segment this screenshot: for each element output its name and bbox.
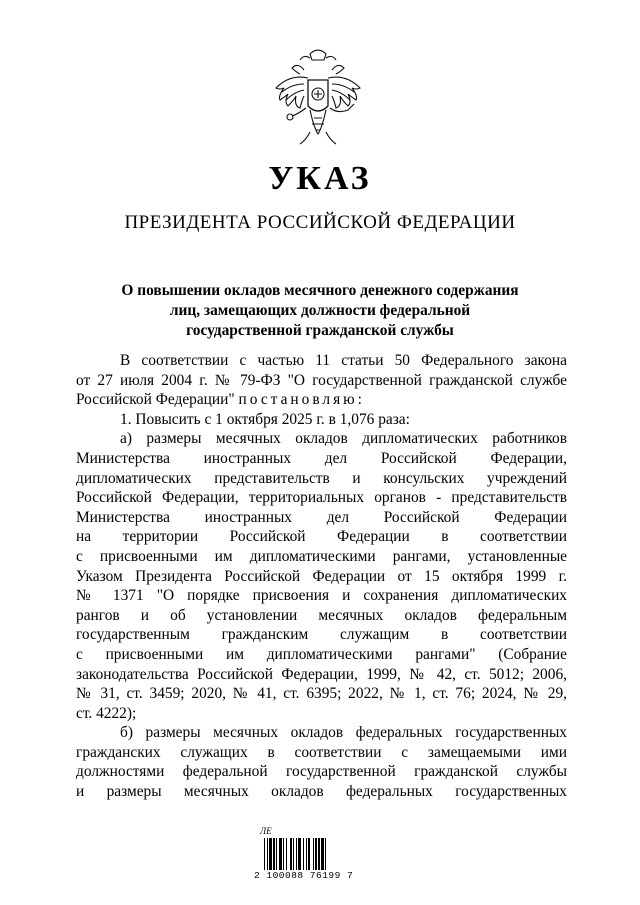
text-line: Министерства иностранных дел Российской Федерации <box>76 508 567 526</box>
decree-body <box>76 351 567 802</box>
barcode-bar <box>267 838 268 870</box>
document-subtitle: ПРЕЗИДЕНТА РОССИЙСКОЙ ФЕДЕРАЦИИ <box>124 212 516 233</box>
document-title: УКАЗ <box>268 160 372 197</box>
paragraph-item-b <box>76 723 567 801</box>
text-line: от 27 июля 2004 г. № 79-ФЗ "О государственной гражданской службе <box>76 371 567 389</box>
text-line: № 31, ст. 3459; 2020, № 41, ст. 6395; 2022, № 1, ст. 76; 2024, № 29, <box>76 685 567 703</box>
text-line: дипломатических представительств и консульских учреждений <box>76 469 567 487</box>
text-line: с присвоенными им дипломатическими рангами" (Собрание <box>76 645 567 663</box>
barcode-bar <box>283 838 284 870</box>
text-line: гражданских служащих в соответствии с замещаемыми ими <box>76 743 567 761</box>
barcode-bar <box>303 838 304 870</box>
text-line: 1. Повысить с 1 октября 2025 г. в 1,076 раза: <box>120 410 410 428</box>
barcode-bar <box>313 838 314 870</box>
barcode-bar <box>315 838 317 870</box>
text-line: и размеры месячных окладов федеральных государственных <box>76 783 567 801</box>
barcode-bar <box>273 838 275 870</box>
text-line <box>76 390 567 410</box>
text-line: № 1371 "О порядке присвоения и сохранения дипломатических <box>76 587 567 605</box>
barcode-bar <box>298 838 301 870</box>
barcode-bar <box>276 838 277 870</box>
decree-word: постановляю: <box>238 391 365 409</box>
barcode-bar <box>325 838 326 870</box>
paragraph-item-a <box>76 429 567 723</box>
text-line: государственным гражданским служащим в соответствии <box>76 626 567 644</box>
text-line: законодательства Российской Федерации, 1999, № 42, ст. 5012; 2006, <box>76 665 567 683</box>
text-line: В соответствии с частью 11 статьи 50 Федерального закона <box>120 352 567 369</box>
barcode-bar <box>264 838 265 870</box>
barcode-bar <box>290 838 292 870</box>
text-line: б) размеры месячных окладов федеральных государственных <box>120 724 567 742</box>
heading-line: О повышении окладов месячного денежного содержания <box>121 282 519 299</box>
coat-of-arms-emblem-icon <box>270 44 366 156</box>
text-line: на территории Российской Федерации в соответствии <box>76 528 567 546</box>
decree-heading <box>60 281 580 341</box>
barcode-bar <box>279 838 282 870</box>
initials-mark: ЛЕ <box>260 826 272 836</box>
text-line: Министерства иностранных дел Российской Федерации, <box>76 449 567 467</box>
text-line: должностями федеральной государственной гражданской службы <box>76 763 567 781</box>
barcode-number: 2 100088 76199 7 <box>254 870 354 881</box>
text-line: с присвоенными им дипломатическими рангами, установленные <box>76 547 567 565</box>
heading-line: лиц, замещающих должности федеральной <box>169 302 471 319</box>
heading-line: государственной гражданской службы <box>186 322 454 339</box>
text-line: Российской Федерации, территориальных органов - представительств <box>76 489 567 507</box>
text-line: рангов и об установлении месячных окладов федеральным <box>76 606 567 624</box>
barcode-bar <box>308 838 310 870</box>
barcode-bar <box>318 838 320 870</box>
barcode-bar <box>286 838 287 870</box>
text-line: Указом Президента Российской Федерации от 15 октября 1999 г. <box>76 567 567 585</box>
barcode-bar <box>269 838 272 870</box>
barcode-bar <box>321 838 324 870</box>
barcode-bar <box>293 838 294 870</box>
barcode-bar <box>306 838 307 870</box>
barcode-icon <box>262 838 372 870</box>
barcode-bar <box>296 838 297 870</box>
text-fragment: Российской Федерации" <box>76 391 235 409</box>
paragraph-preamble <box>76 351 567 410</box>
text-line: а) размеры месячных окладов дипломатических работников <box>120 430 567 448</box>
text-line: ст. 4222); <box>76 704 137 722</box>
paragraph-item-1 <box>76 410 567 430</box>
